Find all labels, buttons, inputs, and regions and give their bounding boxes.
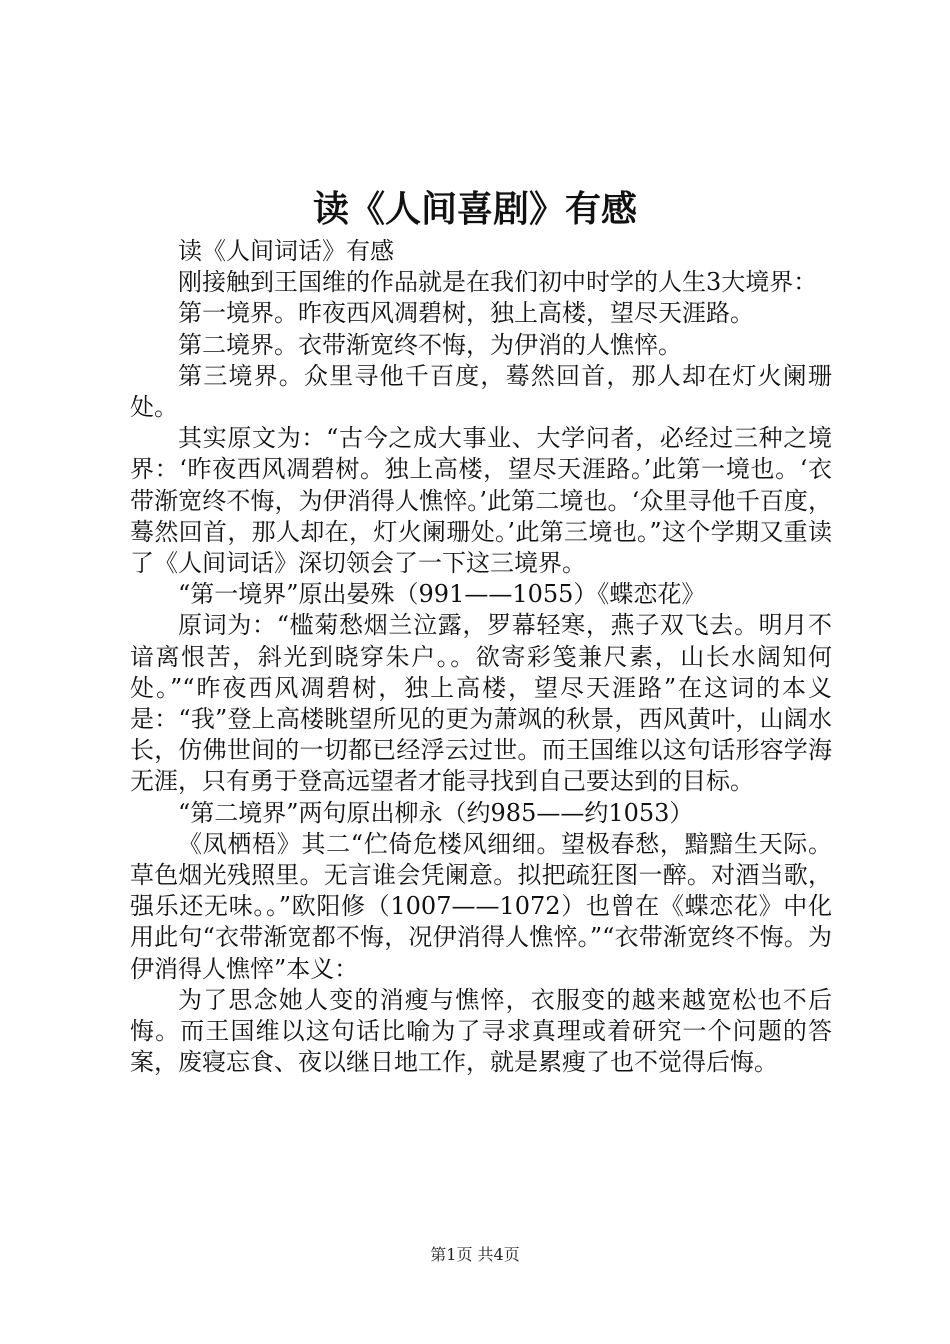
paragraph: 为了思念她人变的消瘦与憔悴，衣服变的越来越宽松也不后悔。而王国维以这句话比喻为了寻求真理或着研究一个问题的答案，废寝忘食、夜以继日地工作，就是累瘦了也不觉得后悔。: [130, 985, 832, 1077]
paragraph: “第一境界”原出晏殊（991——1055）《蝶恋花》: [178, 580, 706, 609]
paragraph: 第三境界。众里寻他千百度，蓦然回首，那人却在灯火阑珊处。: [130, 361, 832, 422]
paragraph: 刚接触到王国维的作品就是在我们初中时学的人生3大境界：: [178, 268, 818, 297]
paragraph: 第一境界。昨夜西风凋碧树，独上高楼，望尽天涯路。: [178, 299, 754, 328]
paragraph: 《凤栖梧》其二“伫倚危楼风细细。望极春愁，黯黯生天际。草色烟光残照里。无言谁会凭阑意。拟把疏狂图一醉。对酒当歌，强乐还无味。。”欧阳修（1007——1072）也曾在《蝶恋花》中化用此句“衣带渐宽都不悔，况伊消得人憔悴。”“衣带渐宽终不悔。为伊消得人憔悴”本义：: [130, 829, 832, 983]
paragraph: 读《人间词话》有感: [178, 237, 394, 265]
paragraph: “第二境界”两句原出柳永（约985——约1053）: [178, 798, 694, 827]
paragraph: 其实原文为：“古今之成大事业、大学问者，必经过三种之境界：‘昨夜西风凋碧树。独上高楼，望尽天涯路。’此第一境也。‘衣带渐宽终不悔，为伊消得人憔悴。’此第二境也。‘众里寻他千百度，蓦然回首，那人却在，灯火阑珊处。’此第三境也。”这个学期又重读了《人间词话》深切领会了一下这三境界。: [130, 424, 832, 578]
paragraph: 原词为：“槛菊愁烟兰泣露，罗幕轻寒，燕子双飞去。明月不谙离恨苦，斜光到晓穿朱户。。欲寄彩笺兼尺素，山长水阔知何处。”“昨夜西风凋碧树，独上高楼，望尽天涯路”在这词的本义是：“我”登上高楼眺望所见的更为萧飒的秋景，西风黄叶，山阔水长，仿佛世间的一切都已经浮云过世。而王国维以这句话形容学海无涯，只有勇于登高远望者才能寻找到自己要达到的目标。: [130, 611, 832, 796]
paragraph: 第二境界。衣带渐宽终不悔，为伊消的人憔悴。: [178, 330, 682, 359]
page-number-footer: 第1页 共4页: [430, 1245, 520, 1264]
document-body: [130, 236, 832, 1078]
page-title: 读《人间喜剧》有感: [312, 188, 637, 230]
